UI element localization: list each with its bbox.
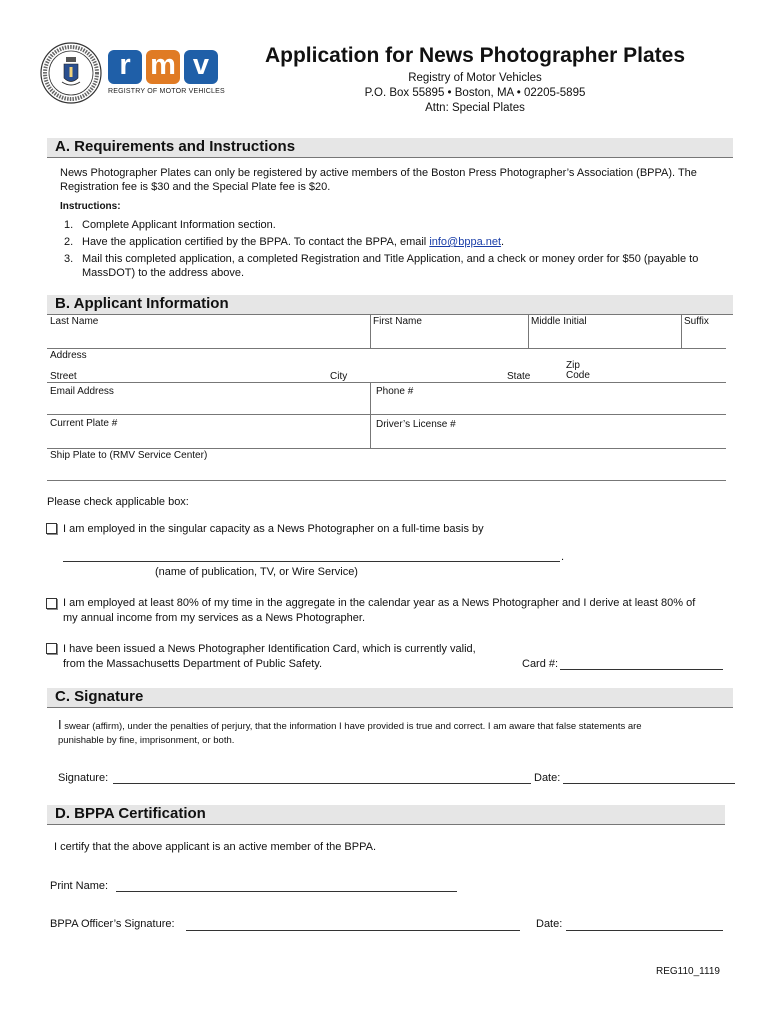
signature-date-field[interactable] <box>563 783 735 784</box>
step-3-number: 3. <box>64 253 74 265</box>
signature-field[interactable] <box>113 783 531 784</box>
ship-plate-field[interactable]: Ship Plate to (RMV Service Center) <box>50 450 208 461</box>
step-3-continuation: MassDOT) to the address above. <box>82 267 245 279</box>
page-title: Application for News Photographer Plates <box>264 44 686 67</box>
option-2-checkbox[interactable] <box>46 598 57 609</box>
zip-label-line-1: Zip <box>566 360 580 371</box>
certification-date-label: Date: <box>536 918 563 930</box>
option-2-text-1: I am employed at least 80% of my time in the aggregate in the calendar year as a News Photographer and I derive at least 80% of <box>63 597 696 609</box>
address-line-3: Attn: Special Plates <box>425 102 525 114</box>
option-3-text-1: I have been issued a News Photographer Identification Card, which is currently valid, <box>63 643 476 655</box>
section-d-title: D. BPPA Certification <box>55 805 206 822</box>
section-c-title: C. Signature <box>55 688 144 705</box>
card-number-field[interactable] <box>560 669 723 670</box>
section-a-header <box>47 138 733 158</box>
grid-divider <box>47 448 726 449</box>
grid-divider <box>681 314 682 348</box>
rmv-logo-v: v <box>184 50 218 84</box>
option-2-text-2: my annual income from my services as a News Photographer. <box>63 612 366 624</box>
section-a-intro-1: News Photographer Plates can only be registered by active members of the Boston Press Photographer’s Association (BPPA). The <box>60 167 697 179</box>
card-number-label: Card #: <box>522 658 559 670</box>
section-b-title: B. Applicant Information <box>55 295 229 312</box>
check-prompt: Please check applicable box: <box>47 496 189 508</box>
step-2-period: . <box>501 236 505 248</box>
option-3-text-2: from the Massachusetts Department of Public Safety. <box>63 658 323 670</box>
option-3-checkbox[interactable] <box>46 643 57 654</box>
section-d-header <box>47 805 725 825</box>
print-name-field[interactable] <box>116 891 457 892</box>
publication-name-field[interactable] <box>63 561 560 562</box>
grid-divider <box>528 314 529 348</box>
signature-date-label: Date: <box>534 772 561 784</box>
rmv-logo-subtitle: REGISTRY OF MOTOR VEHICLES <box>108 88 225 95</box>
print-name-label: Print Name: <box>50 880 109 892</box>
commonwealth-seal <box>40 42 102 104</box>
form-id: REG110_1119 <box>656 966 720 977</box>
suffix-field[interactable]: Suffix <box>684 316 709 327</box>
rmv-logo-r: r <box>108 50 142 84</box>
address-line-1: Registry of Motor Vehicles <box>408 72 542 84</box>
section-a-intro-2: Registration fee is $30 and the Special Plate fee is $20. <box>60 181 331 193</box>
step-1-number: 1. <box>64 219 74 231</box>
certification-date-field[interactable] <box>566 930 723 931</box>
first-name-field[interactable]: First Name <box>373 316 422 327</box>
officer-signature-field[interactable] <box>186 930 520 931</box>
zip-code-field[interactable] <box>566 361 590 381</box>
step-3-text: Mail this completed application, a completed Registration and Title Application, and a check or money order for $50 (payable to <box>82 253 699 265</box>
city-field[interactable]: City <box>330 371 348 382</box>
current-plate-field[interactable]: Current Plate # <box>50 418 118 429</box>
section-b-header <box>47 295 733 315</box>
step-2-text: Have the application certified by the BPPA. To contact the BPPA, email <box>82 236 430 248</box>
option-1-checkbox[interactable] <box>46 523 57 534</box>
option-1-text: I am employed in the singular capacity as a News Photographer on a full-time basis by <box>63 523 484 535</box>
step-2-line <box>82 236 504 248</box>
certify-text: I certify that the above applicant is an active member of the BPPA. <box>54 841 377 853</box>
swear-text: swear (affirm), under the penalties of perjury, that the information I have provided is true and correct. I am aware that false statements are <box>61 721 642 732</box>
officer-signature-label: BPPA Officer’s Signature: <box>50 918 175 930</box>
bppa-email-link[interactable]: info@bppa.net <box>429 236 502 248</box>
swear-line-2: punishable by fine, imprisonment, or both. <box>58 735 235 746</box>
email-field[interactable]: Email Address <box>50 386 114 397</box>
publication-caption: (name of publication, TV, or Wire Service) <box>155 566 358 578</box>
zip-label-line-2: Code <box>566 370 590 381</box>
phone-field[interactable]: Phone # <box>376 386 414 397</box>
last-name-field[interactable]: Last Name <box>50 316 99 327</box>
grid-divider <box>47 414 726 415</box>
rmv-logo-m: m <box>146 50 180 84</box>
grid-divider <box>370 314 371 348</box>
swear-initial: I <box>58 717 62 732</box>
section-c-header <box>47 688 733 708</box>
address-label: Address <box>50 350 87 361</box>
signature-label: Signature: <box>58 772 109 784</box>
grid-divider <box>47 382 726 383</box>
street-field[interactable]: Street <box>50 371 77 382</box>
swear-line-1 <box>58 717 642 732</box>
section-a-title: A. Requirements and Instructions <box>55 138 296 155</box>
grid-divider <box>370 382 371 448</box>
publication-line-period: . <box>561 551 565 563</box>
middle-initial-field[interactable]: Middle Initial <box>531 316 587 327</box>
address-line-2: P.O. Box 55895 • Boston, MA • 02205-5895 <box>364 87 586 99</box>
drivers-license-field[interactable]: Driver’s License # <box>376 419 456 430</box>
instructions-label: Instructions: <box>60 201 121 212</box>
step-1-text: Complete Applicant Information section. <box>82 219 276 231</box>
step-2-number: 2. <box>64 236 74 248</box>
state-field[interactable]: State <box>507 371 531 382</box>
grid-divider <box>47 480 726 481</box>
grid-divider <box>47 348 726 349</box>
